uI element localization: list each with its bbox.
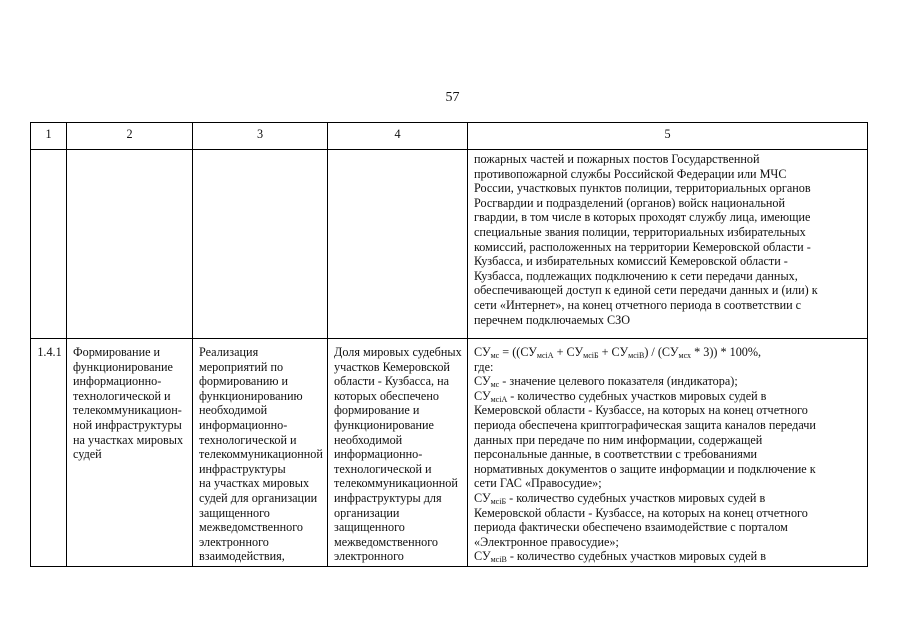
text-line: информационно- [334, 447, 423, 462]
table-header-row [31, 123, 868, 150]
text-line: на участках мировых [199, 476, 310, 491]
text-line: специальные звания полиции, территориальных избирательных [474, 224, 806, 239]
definition-su-msib: $СУ_{мсiБ}$ - количество судебных участков мировых судей в [474, 490, 766, 506]
text-line: необходимой [334, 432, 403, 447]
where-label: где: [474, 359, 494, 374]
text-line: пожарных частей и пожарных постов Государственной [474, 152, 760, 166]
cell-continuation-text [468, 150, 868, 339]
text-line: Кузбасса, и избирательных комиссий Кемеровской области - [474, 254, 788, 269]
text-line: телекоммуникацион- [73, 403, 182, 418]
text-line: области - Кузбасса, на [334, 374, 450, 389]
row-number: 1.4.1 [31, 339, 67, 567]
cell-empty [67, 150, 193, 339]
definition-su-msiv: $СУ_{мсiВ}$ - количество судебных участков мировых судей в [474, 549, 766, 565]
column-header-5: 5 [468, 123, 868, 150]
page-number: 57 [445, 90, 460, 105]
text-line: обеспечивающей доступ к единой сети передачи данных и (или) к [474, 283, 818, 298]
text-line: технологической и [199, 432, 297, 447]
text-line: данных при передаче по ним информации, содержащей [474, 432, 763, 447]
text-line: электронного [334, 549, 404, 564]
text-line: формированию и [199, 374, 289, 389]
cell-indicator [328, 339, 468, 567]
formula: $СУ_{мс} = ((СУ_{мсiА} + СУ_{мсiБ} + СУ_{мсiВ}) / (СУ_{мсх} * 3)) * 100\%$, [474, 345, 762, 360]
text-line: функционированию [199, 388, 303, 403]
cell-empty [31, 150, 67, 339]
text-line: функционирование [334, 417, 434, 432]
cell-direction [67, 339, 193, 567]
text-line: межведомственного [199, 520, 304, 535]
text-line: Реализация [199, 345, 259, 359]
text-line: формирование и [334, 403, 420, 418]
text-line: взаимодействия, [199, 549, 285, 564]
text-line: информационно- [73, 374, 162, 389]
text-line: технологической и [73, 388, 171, 403]
cell-empty [328, 150, 468, 339]
text-line: сети ГАС «Правосудие»; [474, 476, 602, 491]
text-line: межведомственного [334, 534, 439, 549]
text-line: организации [334, 505, 400, 520]
definition-su-msia: $СУ_{мсiА}$ - количество судебных участков мировых судей в [474, 388, 767, 404]
text-line: гвардии, в том числе в которых проходят службу лица, имеющие [474, 210, 811, 225]
text-line: функционирование [73, 359, 173, 374]
definition-su-ms: $СУ_{мс}$ - значение целевого показателя (индикатора); [474, 374, 738, 390]
text-line: России, участковых пунктов полиции, территориальных органов [474, 181, 811, 196]
text-line: Росгвардии и подразделений (органов) войск национальной [474, 195, 786, 210]
column-header-2: 2 [67, 123, 193, 150]
text-line: нормативных документов о защите информации и подключение к [474, 461, 816, 476]
text-line: на участках мировых [73, 432, 184, 447]
text-line: электронного [199, 534, 269, 549]
text-line: информационно- [199, 417, 288, 432]
text-line: инфраструктуры для [334, 490, 442, 505]
column-header-4: 4 [328, 123, 468, 150]
cell-calculation-method [468, 339, 868, 567]
text-line: перечнем подключаемых СЗО [474, 312, 631, 327]
text-line: телекоммуникационной [334, 476, 458, 491]
table-row-1-4-1 [31, 339, 868, 567]
text-line: периода фактически обеспечено взаимодействие с порталом [474, 520, 788, 535]
text-line: защищенного [334, 520, 405, 535]
text-line: судей [73, 447, 102, 462]
column-header-1: 1 [31, 123, 67, 150]
text-line: мероприятий по [199, 359, 284, 374]
text-line: участков Кемеровской [334, 359, 450, 374]
text-line: противопожарной службы Российской Федерации или МЧС [474, 166, 787, 181]
text-line: необходимой [199, 403, 268, 418]
text-line: периода обеспечена криптографическая защита каналов передачи [474, 417, 816, 432]
cell-empty [193, 150, 328, 339]
text-line: Формирование и [73, 345, 161, 359]
text-line: телекоммуникационной [199, 447, 323, 462]
text-line: защищенного [199, 505, 270, 520]
text-line: Доля мировых судебных [334, 345, 462, 359]
text-line: Кузбасса, подлежащих подключению к сети передачи данных, [474, 268, 798, 283]
text-line: ной инфраструктуры [73, 417, 182, 432]
column-header-3: 3 [193, 123, 328, 150]
text-line: судей для организации [199, 490, 318, 505]
text-line: комиссий, расположенных на территории Кемеровской области - [474, 239, 811, 254]
text-line: сети «Интернет», на конец отчетного периода в соответствии с [474, 297, 802, 312]
text-line: персональные данные, в соответствии с требованиями [474, 447, 758, 462]
text-line: «Электронное правосудие»; [474, 534, 619, 549]
text-line: инфраструктуры [199, 461, 286, 476]
text-line: технологической и [334, 461, 432, 476]
text-line: Кемеровской области - Кузбассе, на которых на конец отчетного [474, 505, 808, 520]
text-line: которых обеспечено [334, 388, 439, 403]
indicator-table [30, 122, 868, 567]
table-row-continuation [31, 150, 868, 339]
cell-measure [193, 339, 328, 567]
text-line: Кемеровской области - Кузбассе, на которых на конец отчетного [474, 403, 808, 418]
